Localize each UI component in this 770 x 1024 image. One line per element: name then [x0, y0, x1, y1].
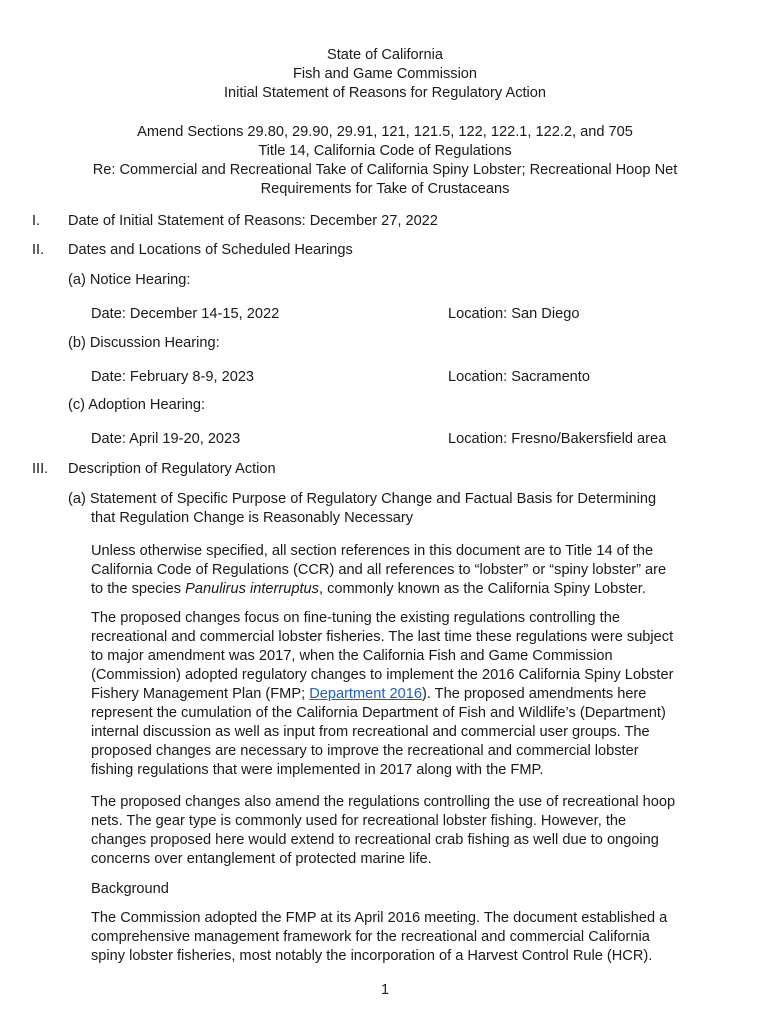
paragraph-line [91, 580, 701, 599]
paragraph-line: spiny lobster fisheries, most notably the incorporation of a Harvest Control Rule (HCR). [91, 948, 653, 964]
discussion-hearing-title: (b) Discussion Hearing: [68, 335, 220, 351]
paragraph-line: to major amendment was 2017, when the California Fish and Game Commission [91, 648, 613, 664]
paragraph-line: concerns over entanglement of protected marine life. [91, 851, 432, 867]
paragraph-line: fishing regulations that were implemented in 2017 along with the FMP. [91, 762, 544, 778]
notice-hearing-location: Location: San Diego [448, 306, 580, 322]
amend-sections: Amend Sections 29.80, 29.90, 29.91, 121, 121.5, 122, 122.1, 122.2, and 705 [137, 124, 633, 140]
paragraph-line: proposed changes are necessary to improve the recreational and commercial lobster [91, 743, 639, 759]
text-span: to the species [91, 581, 186, 597]
section-1-heading: Date of Initial Statement of Reasons: December 27, 2022 [68, 213, 438, 229]
notice-hearing-date: Date: December 14-15, 2022 [91, 306, 280, 322]
paragraph-line: The proposed changes focus on fine-tuning the existing regulations controlling the [91, 610, 620, 626]
page-number: 1 [380, 982, 390, 998]
notice-hearing-title: (a) Notice Hearing: [68, 272, 191, 288]
text-span: Fishery Management Plan (FMP; [91, 686, 310, 702]
species-name: Panulirus interruptus [185, 581, 319, 597]
section-2-heading: Dates and Locations of Scheduled Hearings [68, 242, 353, 258]
amend-subject-1: Re: Commercial and Recreational Take of California Spiny Lobster; Recreational Hoop Net [92, 162, 678, 178]
discussion-hearing-date: Date: February 8-9, 2023 [91, 369, 255, 385]
paragraph-line: comprehensive management framework for the recreational and commercial California [91, 929, 650, 945]
subsection-a-heading-2: that Regulation Change is Reasonably Necessary [91, 510, 414, 526]
paragraph-line: internal discussion as well as input from recreational and commercial user groups. The [91, 724, 650, 740]
paragraph-line: The proposed changes also amend the regulations controlling the use of recreational hoop [91, 794, 676, 810]
discussion-hearing-location: Location: Sacramento [448, 369, 590, 385]
background-heading: Background [91, 881, 169, 897]
paragraph-line: (Commission) adopted regulatory changes to implement the 2016 California Spiny Lobster [91, 667, 674, 683]
paragraph-references [91, 542, 701, 599]
text-span: , commonly known as the California Spiny Lobster. [318, 581, 646, 597]
header-state: State of California [326, 47, 443, 63]
paragraph-line: changes proposed here would extend to recreational crab fishing as well due to ongoing [91, 832, 659, 848]
header-commission: Fish and Game Commission [292, 66, 478, 82]
paragraph-proposed-changes [91, 609, 701, 780]
adoption-hearing-date: Date: April 19-20, 2023 [91, 431, 241, 447]
amend-block [0, 123, 770, 199]
paragraph-background [91, 909, 701, 966]
amend-subject-2: Requirements for Take of Crustaceans [260, 181, 510, 197]
paragraph-line: recreational and commercial lobster fisheries. The last time these regulations were subject [91, 629, 674, 645]
section-2-number: II. [32, 242, 45, 258]
paragraph-line: California Code of Regulations (CCR) and all references to “lobster” or “spiny lobster” are [91, 562, 667, 578]
header-title: Initial Statement of Reasons for Regulatory Action [223, 85, 547, 101]
paragraph-hoop-nets [91, 793, 701, 869]
subsection-a-heading-1: (a) Statement of Specific Purpose of Regulatory Change and Factual Basis for Determining [68, 491, 657, 507]
section-1-number: I. [32, 213, 41, 229]
department-2016-link[interactable]: Department 2016 [309, 686, 422, 702]
paragraph-line: The Commission adopted the FMP at its April 2016 meeting. The document established a [91, 910, 668, 926]
document-header [0, 46, 770, 103]
section-3-number: III. [32, 461, 49, 477]
text-span: ). The proposed amendments here [421, 686, 647, 702]
adoption-hearing-location: Location: Fresno/Bakersfield area [448, 431, 667, 447]
paragraph-line: Unless otherwise specified, all section references in this document are to Title 14 of the [91, 543, 654, 559]
amend-title: Title 14, California Code of Regulations [258, 143, 512, 159]
adoption-hearing-title: (c) Adoption Hearing: [68, 397, 206, 413]
paragraph-line: represent the cumulation of the California Department of Fish and Wildlife’s (Department) [91, 705, 666, 721]
section-3-heading: Description of Regulatory Action [68, 461, 276, 477]
paragraph-line [91, 685, 701, 704]
paragraph-line: nets. The gear type is commonly used for recreational lobster fishing. However, the [91, 813, 627, 829]
